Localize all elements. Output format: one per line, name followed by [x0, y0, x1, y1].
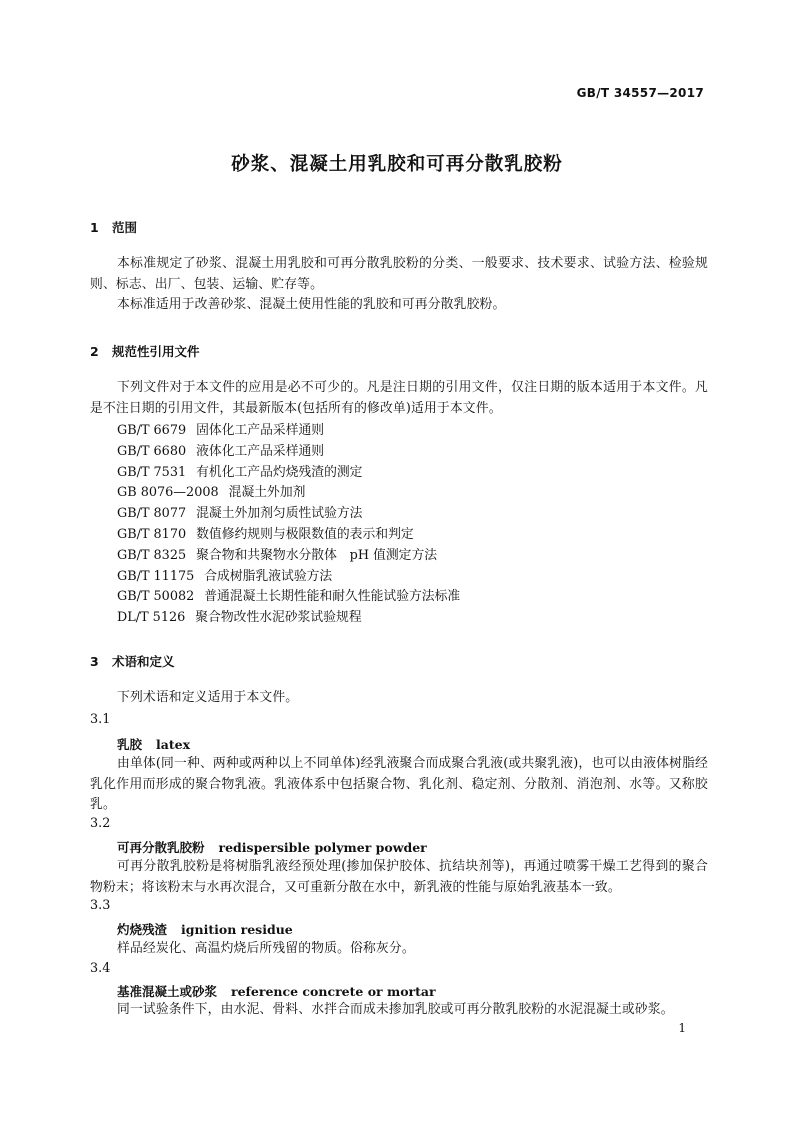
term-number: 3.1: [90, 712, 111, 727]
term-heading: [117, 838, 427, 856]
reference-title: 聚合物改性水泥砂浆试验规程: [195, 610, 362, 626]
section-title: 术语和定义: [112, 654, 175, 669]
reference-code: GB/T 8077: [117, 506, 187, 522]
scope-paragraph-1: 本标准规定了砂浆、混凝土用乳胶和可再分散乳胶粉的分类、一般要求、技术要求、试验方法、检验规则、标志、出厂、包装、运输、贮存等。: [90, 256, 708, 292]
term-zh: 乳胶: [117, 737, 143, 752]
term-definition: 由单体(同一种、两种或两种以上不同单体)经乳液聚合而成聚合乳液(或共聚乳液)，也可以由液体树脂经乳化作用而形成的聚合物乳液。乳液体系中包括聚合物、乳化剂、稳定剂、分散剂、消泡剂、水等。又称胶乳。: [90, 756, 708, 812]
term-definition: 样品经炭化、高温灼烧后所残留的物质。俗称灰分。: [117, 941, 415, 956]
reference-code: GB 8076—2008: [117, 485, 219, 501]
section-3-heading: [90, 652, 175, 670]
section-title: 范围: [112, 220, 138, 235]
term-heading: [117, 920, 293, 938]
section-number: 2: [90, 344, 99, 359]
section-number: 3: [90, 654, 99, 669]
reference-title: 有机化工产品灼烧残渣的测定: [196, 464, 363, 480]
page-number: 1: [678, 1021, 686, 1035]
reference-code: GB/T 50082: [117, 589, 195, 605]
reference-item: [117, 483, 460, 504]
term-en: latex: [156, 737, 191, 752]
reference-item: [117, 463, 460, 484]
term-heading: [117, 735, 190, 753]
reference-title: 合成树脂乳液试验方法: [204, 568, 333, 584]
section-2-heading: [90, 342, 200, 360]
reference-item: [117, 421, 460, 442]
term-heading: [117, 982, 436, 1000]
reference-item: [117, 567, 460, 588]
reference-title: 普通混凝土长期性能和耐久性能试验方法标准: [204, 589, 461, 605]
reference-code: DL/T 5126: [117, 610, 186, 626]
term-en: reference concrete or mortar: [231, 984, 436, 999]
reference-item: [117, 442, 460, 463]
section-title: 规范性引用文件: [112, 344, 200, 359]
term-number: 3.3: [90, 898, 111, 913]
term-en: redispersible polymer powder: [218, 840, 427, 855]
term-en: ignition residue: [181, 922, 293, 937]
reference-code: GB/T 7531: [117, 464, 187, 480]
term-definition: 同一试验条件下，由水泥、骨料、水拌合而成未掺加乳胶或可再分散乳胶粉的水泥混凝土或砂浆。: [117, 1002, 674, 1017]
terms-intro: 下列术语和定义适用于本文件。: [117, 690, 299, 705]
term-number: 3.4: [90, 961, 111, 976]
term-zh: 灼烧残渣: [117, 922, 168, 937]
reference-code: GB/T 8170: [117, 526, 187, 542]
standard-number: GB/T 34557—2017: [576, 86, 704, 100]
section-1-heading: [90, 218, 137, 236]
reference-code: GB/T 6679: [117, 423, 187, 438]
reference-title: 混凝土外加剂匀质性试验方法: [196, 506, 363, 522]
term-zh: 基准混凝土或砂浆: [117, 984, 218, 999]
document-title: 砂浆、混凝土用乳胶和可再分散乳胶粉: [231, 154, 563, 175]
reference-item: [117, 525, 460, 546]
term-definition: 可再分散乳胶粉是将树脂乳液经预处理(掺加保护胶体、抗结块剂等)，再通过喷雾干燥工艺得到的聚合物粉末；将该粉末与水再次混合，又可重新分散在水中，新乳液的性能与原始乳液基本一致。: [90, 859, 708, 895]
reference-title: 聚合物和共聚物水分散体 pH 值测定方法: [196, 547, 438, 563]
reference-list: [117, 421, 460, 629]
reference-code: GB/T 6680: [117, 443, 187, 459]
reference-title: 液体化工产品采样通则: [196, 443, 325, 459]
reference-title: 固体化工产品采样通则: [196, 423, 325, 438]
references-intro: 下列文件对于本文件的应用是必不可少的。凡是注日期的引用文件，仅注日期的版本适用于本文件。凡是不注日期的引用文件，其最新版本(包括所有的修改单)适用于本文件。: [90, 380, 708, 416]
reference-item: [117, 608, 460, 629]
section-number: 1: [90, 220, 99, 235]
reference-title: 混凝土外加剂: [228, 485, 306, 501]
reference-title: 数值修约规则与极限数值的表示和判定: [196, 526, 414, 542]
reference-item: [117, 546, 460, 567]
term-zh: 可再分散乳胶粉: [117, 840, 205, 855]
term-number: 3.2: [90, 816, 111, 831]
scope-paragraph-2: 本标准适用于改善砂浆、混凝土使用性能的乳胶和可再分散乳胶粉。: [117, 297, 506, 312]
reference-item: [117, 504, 460, 525]
reference-code: GB/T 8325: [117, 547, 187, 563]
reference-code: GB/T 11175: [117, 568, 195, 584]
reference-item: [117, 587, 460, 608]
